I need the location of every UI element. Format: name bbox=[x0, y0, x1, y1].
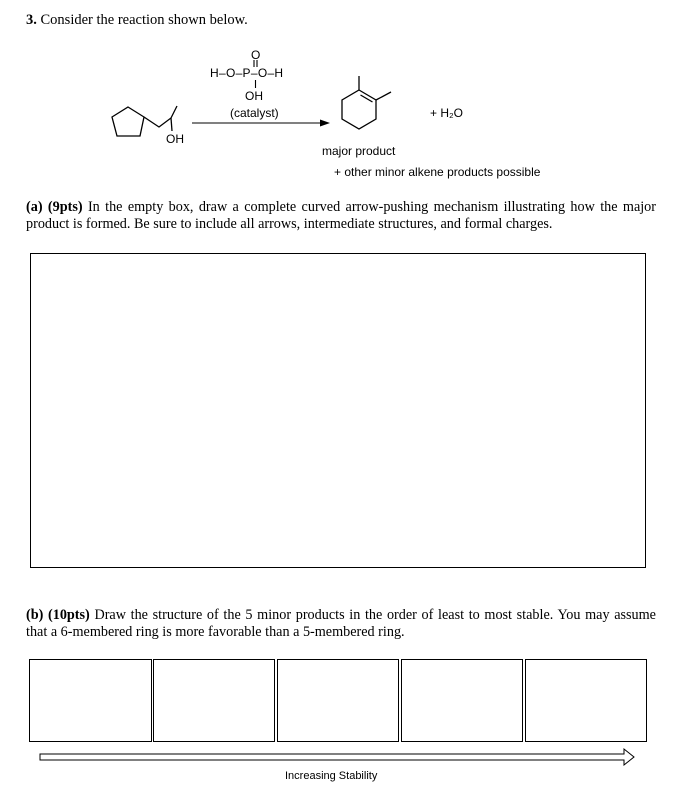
catalyst-top-oxygen: O bbox=[251, 48, 261, 62]
minor-product-box-3[interactable] bbox=[277, 659, 399, 742]
minor-product-box-4[interactable] bbox=[401, 659, 523, 742]
ethyl-bond-1 bbox=[376, 92, 391, 100]
cyclopentane-ring bbox=[112, 107, 144, 136]
part-b-prompt bbox=[26, 607, 656, 641]
part-a-text: In the empty box, draw a complete curved arrow-pushing mechanism illustrating how the major product is formed. Be sure to include all arrows, intermediate structures, and formal charges. bbox=[26, 199, 656, 232]
starting-material-hydroxyl: OH bbox=[166, 132, 184, 146]
question-number: 3. bbox=[26, 12, 37, 28]
question-text: Consider the reaction shown below. bbox=[36, 12, 248, 28]
minor-product-box-1[interactable] bbox=[29, 659, 152, 742]
catalyst-hydroxyl: OH bbox=[245, 89, 263, 103]
part-b-label: (b) (10pts) bbox=[26, 607, 90, 623]
minor-products-label: + other minor alkene products possible bbox=[334, 165, 541, 179]
stability-arrow-shape bbox=[40, 749, 634, 765]
stability-axis-label: Increasing Stability bbox=[285, 770, 378, 782]
minor-product-box-5[interactable] bbox=[525, 659, 647, 742]
part-b-text: Draw the structure of the 5 minor products in the order of least to most stable. You may assume that a 6-membered ring is more favorable than a 5-membered ring. bbox=[26, 607, 656, 640]
reaction-arrow-head bbox=[320, 120, 330, 127]
minor-product-box-2[interactable] bbox=[153, 659, 275, 742]
c-oh-bond bbox=[171, 118, 172, 131]
part-a-label: (a) (9pts) bbox=[26, 199, 83, 215]
catalyst-label: (catalyst) bbox=[230, 106, 279, 120]
stability-arrow bbox=[0, 740, 688, 770]
catalyst-formula: H–O–P–O–H bbox=[210, 66, 284, 80]
major-product-label: major product bbox=[322, 144, 396, 158]
cyclohexene-ring bbox=[342, 90, 376, 129]
mechanism-answer-box[interactable] bbox=[30, 253, 646, 568]
part-a-prompt bbox=[26, 199, 656, 233]
ring-double-bond bbox=[361, 95, 373, 102]
water-byproduct: + H₂O bbox=[430, 106, 463, 120]
